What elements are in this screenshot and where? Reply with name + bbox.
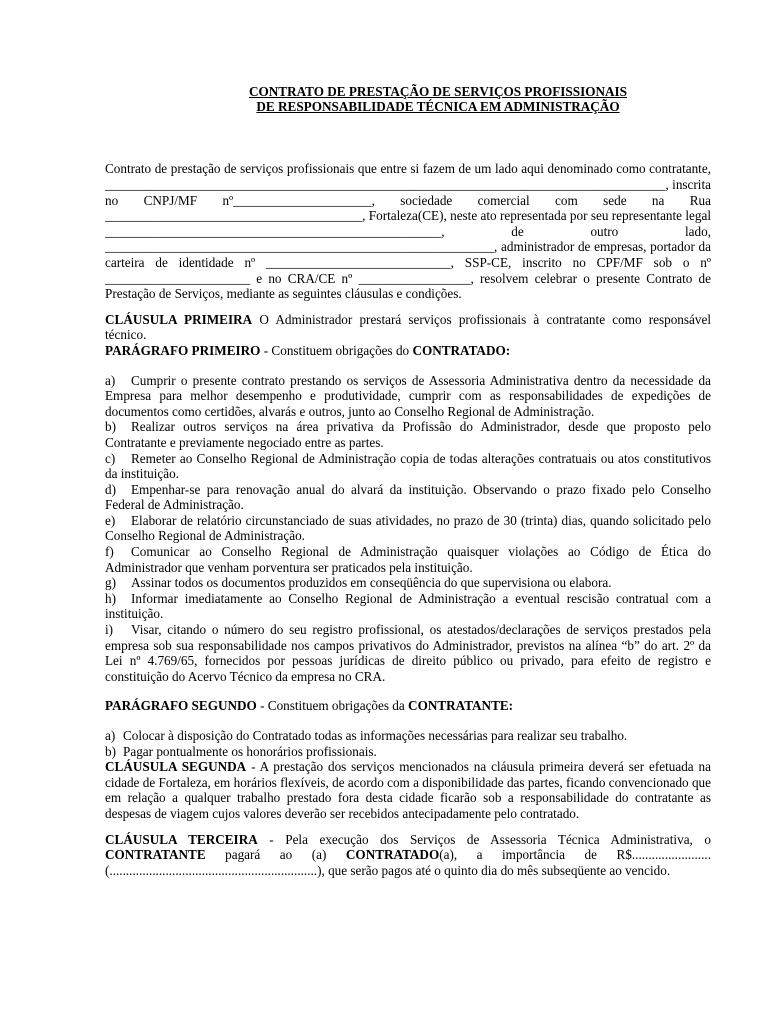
paragrafo-segundo-heading-line	[105, 698, 711, 714]
document-title	[165, 84, 711, 114]
intro-paragraph: Contrato de prestação de serviços profissionais que entre si fazem de um lado aqui denominado como contratante, _____________________________________________________________________________________, inscrita no CNPJ/MF nº_____________________, sociedade comercial com sede na Rua _______________________________________, Fortaleza(CE), neste ato representada por seu representante legal ___________________________________________________, de outro lado, ___________________________________________________________, administrador de empresas, portador da carteira de identidade nº ____________________________, SSP-CE, inscrito no CPF/MF sob o nº ______________________ e no CRA/CE nº _________________, resolvem celebrar o presente Contrato de Prestação de Serviços, mediante as seguintes cláusulas e condições.	[105, 161, 711, 302]
contratante-label: CONTRATANTE	[105, 847, 206, 863]
list-item: i) Visar, citando o número do seu registro profissional, os atestados/declarações de serviços prestados pela empresa sob sua responsabilidade nos campos privativos do Administrador, previstos na alínea “b” do art. 2º da Lei nº 4.769/65, fornecidos por pessoas jurídicas de direito público ou privado, para efeito de registro e constituição do Acervo Técnico da empresa no CRA.	[105, 622, 711, 684]
paragrafo-segundo-text: - Constituem obrigações da	[256, 698, 409, 714]
paragrafo-primeiro-party: CONTRATADO:	[412, 342, 511, 358]
title-line-2: DE RESPONSABILIDADE TÉCNICA EM ADMINISTRAÇÃO	[256, 99, 620, 115]
paragrafo-segundo-heading: PARÁGRAFO SEGUNDO	[105, 698, 257, 714]
list-item: g) Assinar todos os documentos produzidos em conseqüência do que supervisiona ou elabora.	[105, 575, 612, 591]
list-item: b) Realizar outros serviços na área privativa da Profissão do Administrador, desde que proposto pelo Contratante e previamente negociado entre as partes.	[105, 419, 711, 450]
title-line-1: CONTRATO DE PRESTAÇÃO DE SERVIÇOS PROFISSIONAIS	[248, 84, 628, 99]
paragrafo-primeiro-heading: PARÁGRAFO PRIMEIRO	[105, 342, 261, 358]
list-item: a) Cumprir o presente contrato prestando os serviços de Assessoria Administrativa dentro da necessidade da Empresa para melhor desempenho e produtividade, cumprir com as responsabilidades de expedições de documentos como certidões, alvarás e outros, junto ao Conselho Regional de Administração.	[105, 372, 711, 419]
clausula-terceira: CLÁUSULA TERCEIRA - Pela execução dos Serviços de Assessoria Técnica Administrativa, o CONTRATANTE pagará ao (a) CONTRATADO(a), a importância de R$........................ (...............................................................), que serão pagos até o quinto dia do mês subseqüente ao vencido.	[105, 831, 711, 878]
list-item: a) Colocar à disposição do Contratado todas as informações necessárias para realizar seu trabalho.	[105, 728, 628, 743]
paragrafo-segundo-party: CONTRATANTE:	[408, 698, 514, 714]
clausula-segunda-heading: CLÁUSULA SEGUNDA	[105, 759, 247, 775]
list-item: e) Elaborar de relatório circunstanciado de suas atividades, no prazo de 30 (trinta) dias, quando solicitado pelo Conselho Regional de Administração.	[105, 512, 711, 544]
paragrafo-primeiro-text: - Constituem obrigações do	[260, 342, 413, 358]
list-item: h) Informar imediatamente ao Conselho Regional de Administração a eventual rescisão contratual com a instituição.	[105, 590, 711, 622]
list-item: d) Empenhar-se para renovação anual do alvará da instituição. Observando o prazo fixado pelo Conselho Federal de Administração.	[105, 481, 711, 513]
contract-document	[105, 84, 711, 878]
contratante-obligations-list	[105, 728, 711, 759]
clausula-terceira-heading: CLÁUSULA TERCEIRA	[105, 831, 258, 847]
list-item: c) Remeter ao Conselho Regional de Administração copia de todas alterações contratuais ou atos constitutivos da instituição.	[105, 450, 711, 482]
clausula-primeira-text: O Administrador prestará serviços profissionais à contratante como responsável técnico.	[105, 311, 711, 343]
list-item: b) Pagar pontualmente os honorários profissionais.	[105, 743, 377, 759]
paragrafo-primeiro-heading-line	[105, 343, 711, 359]
clausula-segunda-text: - A prestação dos serviços mencionados na cláusula primeira deverá ser efetuada na cidade de Fortaleza, em horários flexíveis, de acordo com a disponibilidade das partes, ficando convencionado que em relação a qualquer trabalho prestado fora desta cidade ficarão sob a responsabilidade do contratante as despesas de viagem cujos valores deverão ser recebidos antecipadamente pelo contratado.	[105, 759, 711, 821]
contratado-label: CONTRATADO	[345, 847, 440, 863]
clausula-primeira	[105, 312, 711, 343]
clausula-primeira-heading: CLÁUSULA PRIMEIRA	[105, 311, 253, 327]
contratado-obligations-list	[105, 373, 711, 685]
clausula-segunda	[105, 759, 711, 821]
list-item: f) Comunicar ao Conselho Regional de Administração quaisquer violações ao Código de Ética do Administrador que venham porventura ser praticados pela instituição.	[105, 544, 711, 575]
